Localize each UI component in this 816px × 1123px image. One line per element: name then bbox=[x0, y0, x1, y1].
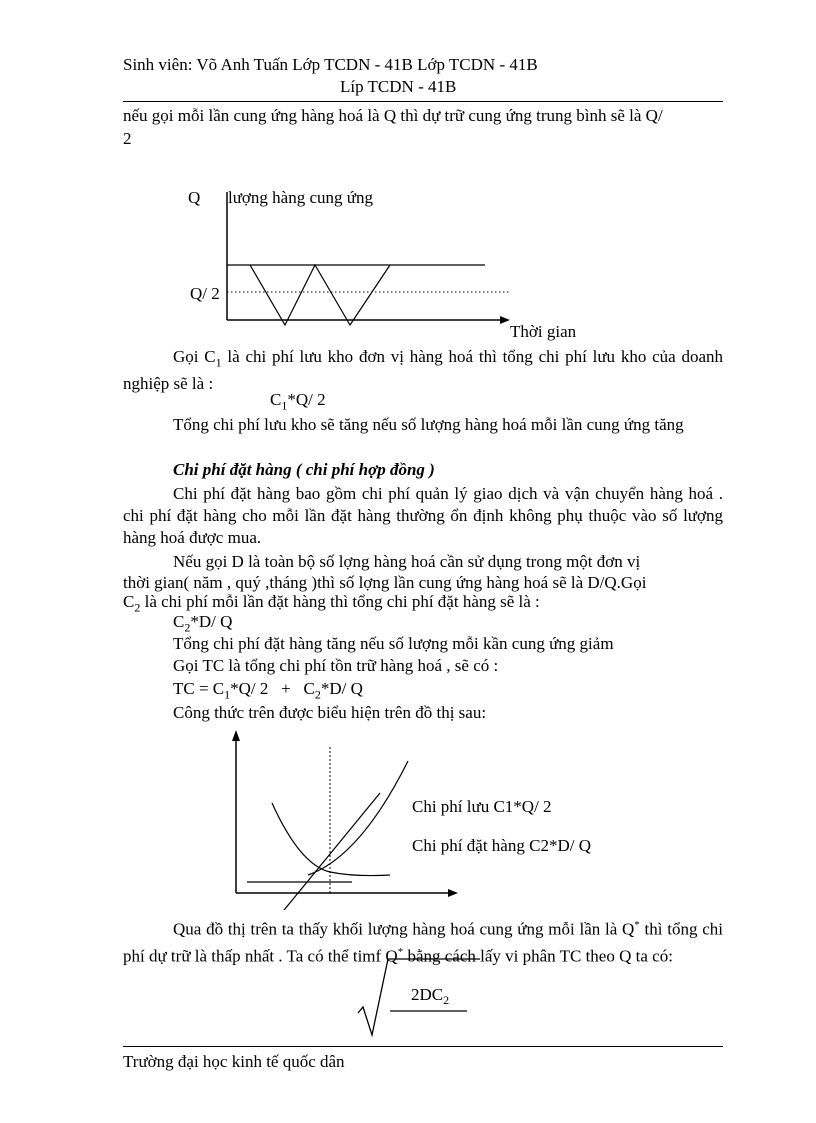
chart2-label-storage: Chi phí lưu C1*Q/ 2 bbox=[412, 797, 552, 816]
cost-chart bbox=[220, 725, 640, 910]
chart1-mid-label: Q/ 2 bbox=[190, 284, 220, 303]
sqrt-numerator: $2DC_2$ bbox=[411, 985, 450, 1007]
chart2-label-order: Chi phí đặt hàng C2*D/ Q bbox=[412, 836, 591, 855]
paragraph-conclusion: Qua đồ thị trên ta thấy khối lượng hàng hoá cung ứng mỗi lần là Q* thì tổng chi phí dự trữ là thấp nhất . Ta có thể timf Q* bằng cách lấy vi phân TC theo Q ta có: bbox=[123, 919, 723, 966]
formula-tc: TC = $C_1*Q/$ $2 + C_2*D/$ Q bbox=[173, 679, 363, 702]
intro-line-1: nếu gọi mỗi lần cung ứng hàng hoá là Q thì dự trữ cung ứng trung bình sẽ là Q/ bbox=[123, 106, 663, 125]
chart2-total-cost-curve bbox=[308, 761, 408, 875]
chart2-order-cost-curve bbox=[272, 803, 390, 876]
header-rule bbox=[123, 101, 723, 102]
paragraph-d-line-3: $C_2$ là chi phí mỗi lần đặt hàng thì tổng chi phí đặt hàng sẽ là : bbox=[123, 592, 540, 615]
paragraph-order-definition: Chi phí đặt hàng bao gồm chi phí quản lý giao dịch và vận chuyển hàng hoá . chi phí đặt hàng cho mỗi lần đặt hàng thường ổn định không phụ thuộc vào số lượng hàng hoá được mua. bbox=[123, 484, 723, 547]
paragraph-total-storage: Tổng chi phí lưu kho sẽ tăng nếu số lượng hàng hoá mỗi lần cung ứng tăng bbox=[173, 415, 684, 434]
sqrt-formula bbox=[355, 955, 485, 1040]
inventory-chart bbox=[180, 180, 600, 350]
paragraph-c1: Gọi $C_1$ là chi phí lưu kho đơn vị hàng hoá thì tổng chi phí lưu kho của doanh nghiệp sẽ là : bbox=[123, 347, 723, 394]
chart1-x-arrow bbox=[500, 316, 510, 324]
chart2-y-arrow bbox=[232, 730, 240, 741]
footer-text: Trường đại học kinh tế quốc dân bbox=[123, 1052, 345, 1071]
paragraph-tc-definition: Gọi TC là tổng chi phí tồn trữ hàng hoá , sẽ có : bbox=[173, 656, 499, 675]
formula-storage: $C_1*Q/$ 2 bbox=[270, 390, 326, 413]
chart1-y-label: lượng hàng cung ứng bbox=[228, 188, 373, 207]
paragraph-formula-shown: Công thức trên được biểu hiện trên đồ thị sau: bbox=[173, 703, 487, 722]
formula-order: $C_2*D/$ Q bbox=[173, 612, 233, 635]
footer-rule bbox=[123, 1046, 723, 1047]
chart1-x-label: Thời gian bbox=[510, 322, 577, 341]
header-line-1: Sinh viên: Võ Anh Tuấn Lớp TCDN - 41B Lớp TCDN - 41B bbox=[123, 55, 538, 74]
intro-line-2: 2 bbox=[123, 129, 132, 148]
heading-order-cost: Chi phí đặt hàng ( chi phí hợp đồng ) bbox=[173, 460, 435, 479]
chart1-sawtooth bbox=[250, 265, 390, 325]
paragraph-d-line-1: Nếu gọi D là toàn bộ số lợng hàng hoá cần sử dụng trong một đơn vị bbox=[173, 552, 641, 571]
chart2-x-arrow bbox=[448, 889, 458, 897]
paragraph-d-line-2: thời gian( năm , quý ,tháng )thì số lợng lần cung ứng hàng hoá sẽ là D/Q.Gọi bbox=[123, 573, 647, 592]
chart1-y-q: Q bbox=[188, 188, 201, 207]
paragraph-order-total: Tổng chi phí đặt hàng tăng nếu số lượng mỗi kần cung ứng giảm bbox=[173, 634, 614, 653]
header-line-2: Líp TCDN - 41B bbox=[340, 77, 457, 96]
